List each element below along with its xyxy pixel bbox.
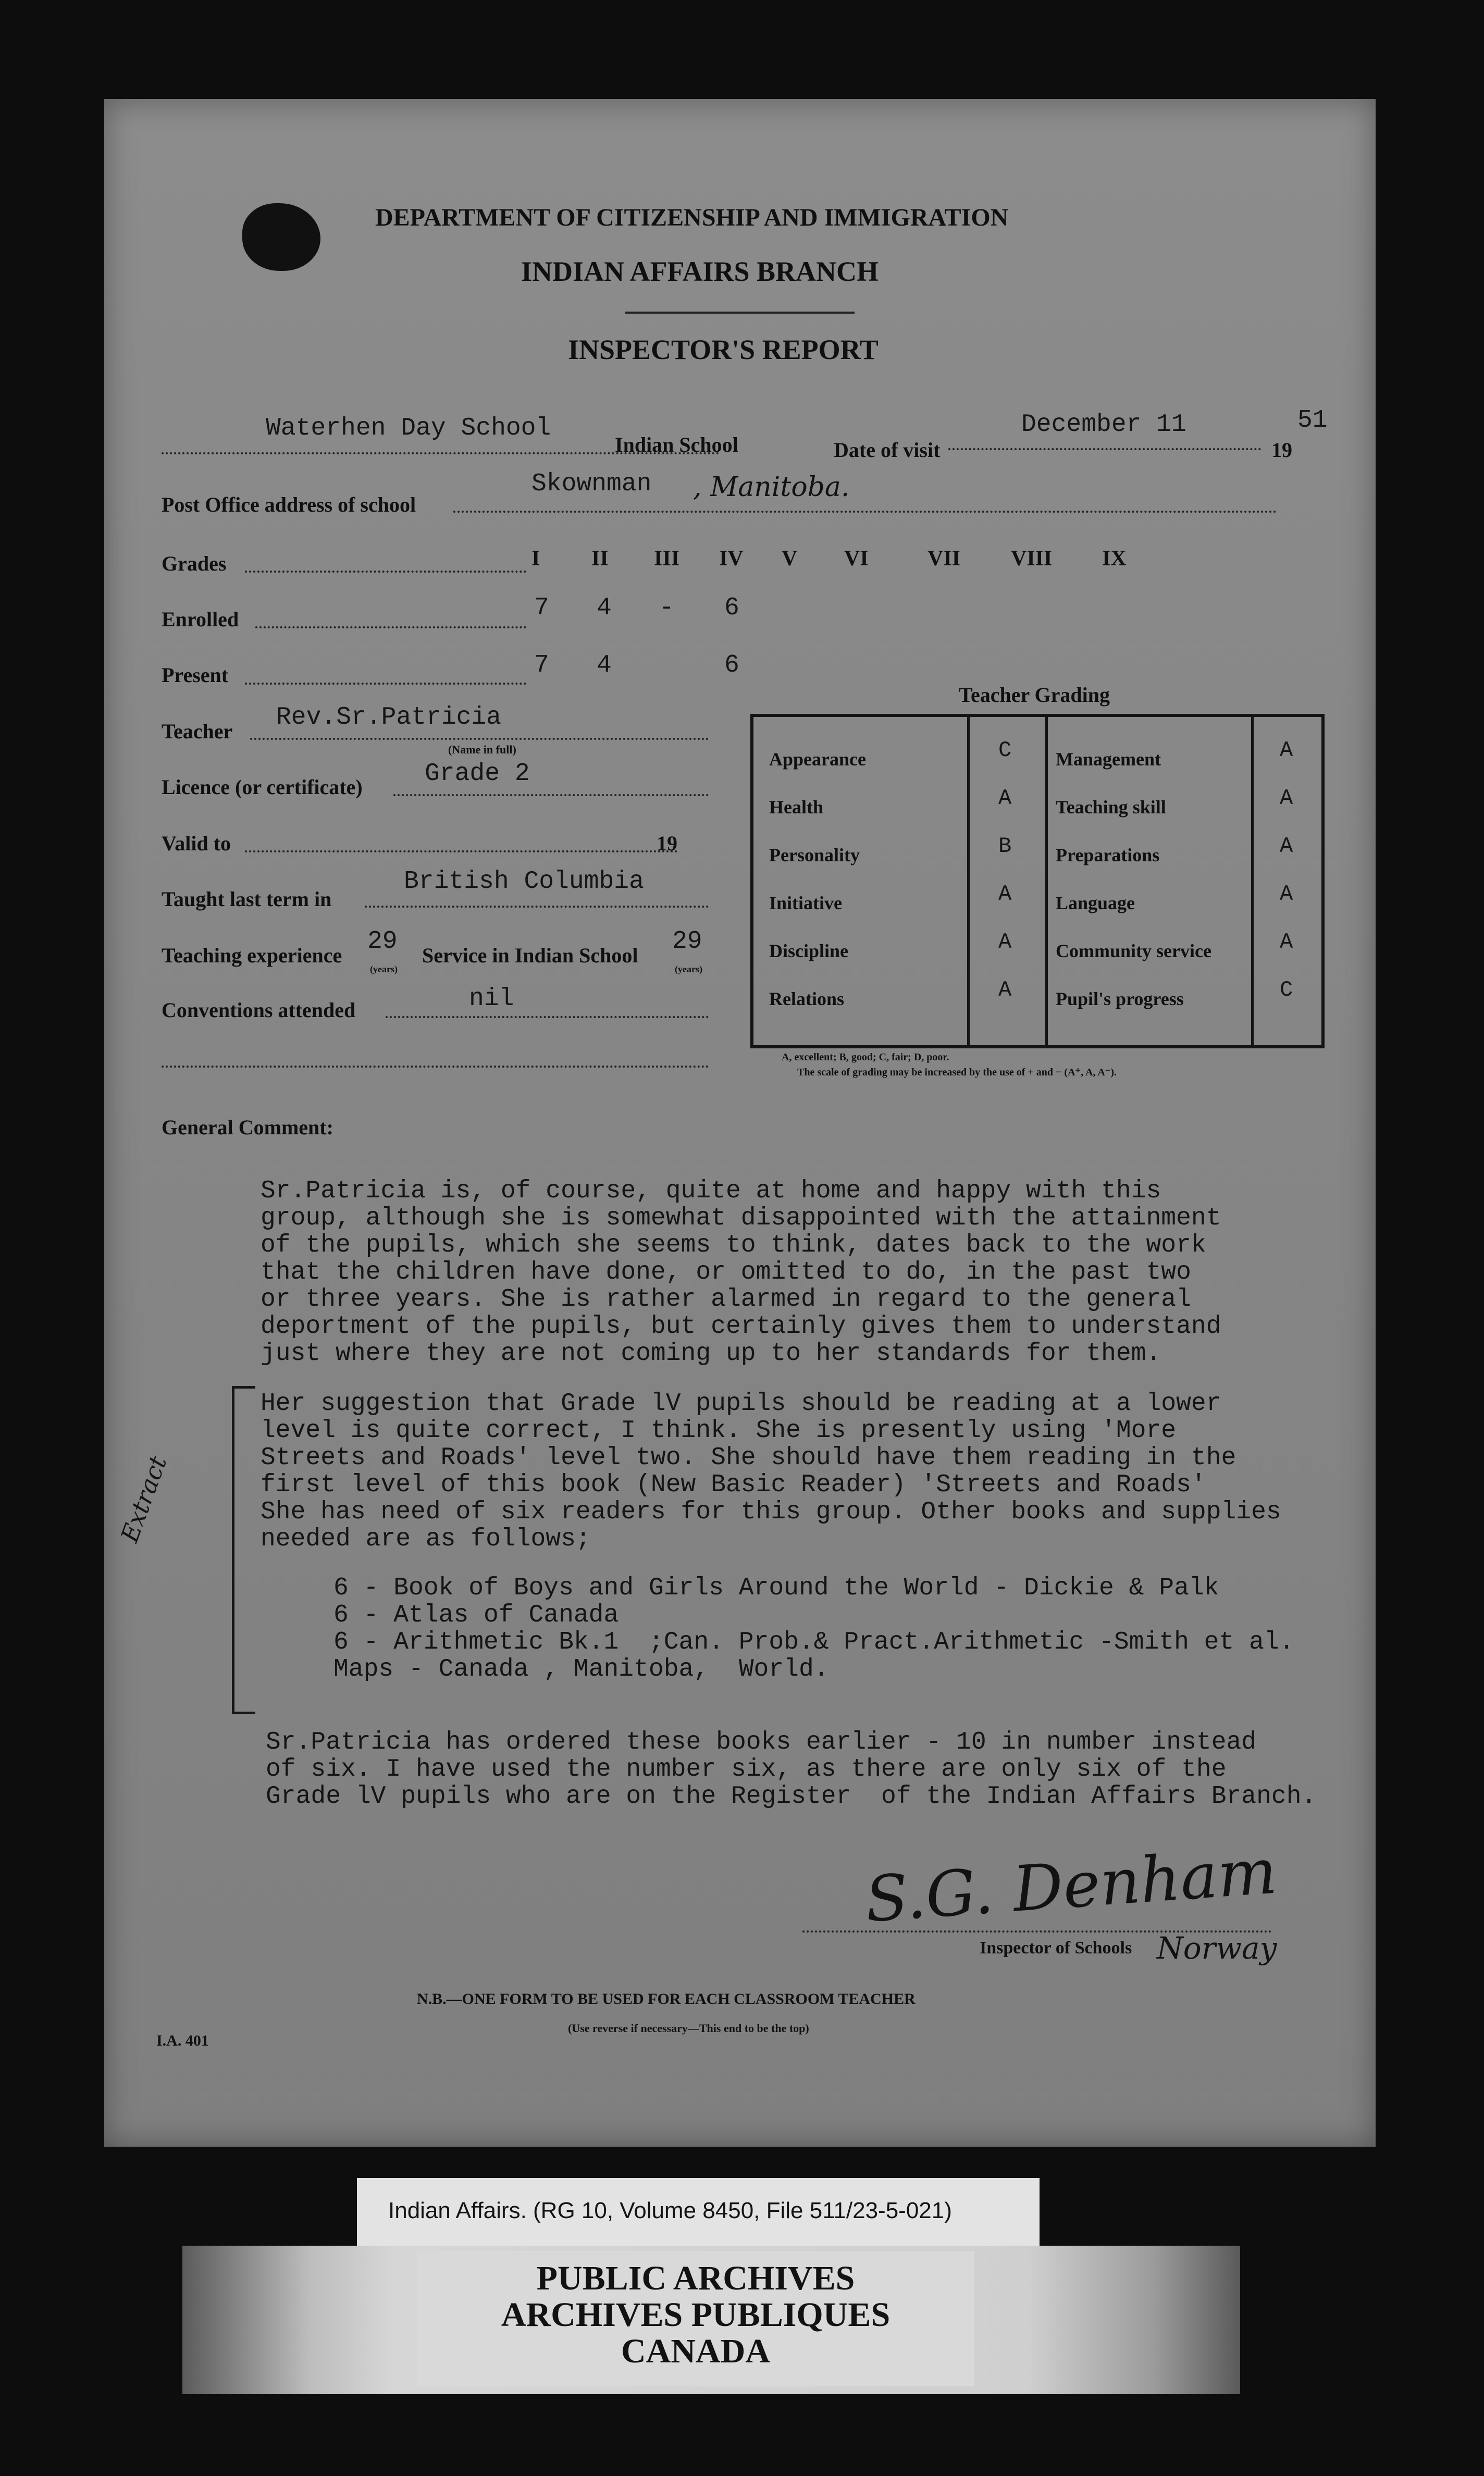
licence-value: Grade 2 xyxy=(425,760,530,788)
name-hint: (Name in full) xyxy=(448,743,516,756)
branch-title: INDIAN AFFAIRS BRANCH xyxy=(521,256,879,287)
comment-line: She has need of six readers for this group. Other books and supplies xyxy=(261,1498,1281,1526)
grading-label-language: Language xyxy=(1056,893,1135,913)
conventions-label: Conventions attended xyxy=(162,998,356,1022)
comment-line: just where they are not coming up to her standards for them. xyxy=(261,1340,1161,1368)
archive-line-1: PUBLIC ARCHIVES xyxy=(536,2259,855,2297)
grading-value-pupils-progress: C xyxy=(1280,977,1293,1002)
grading-value-language: A xyxy=(1280,882,1293,907)
service-years-hint: (years) xyxy=(675,964,702,974)
comment-line: that the children have done, or omitted to do, in the past two xyxy=(261,1258,1191,1286)
comment-line: deportment of the pupils, but certainly gives them to understand xyxy=(261,1313,1221,1341)
enrolled-grade-i: 7 xyxy=(534,594,549,622)
department-title: DEPARTMENT OF CITIZENSHIP AND IMMIGRATION xyxy=(375,204,1009,231)
enrolled-grade-iii: - xyxy=(659,594,674,622)
list-item: 6 - Atlas of Canada xyxy=(333,1601,619,1629)
teacher-label: Teacher xyxy=(162,720,233,743)
teacher-line xyxy=(250,738,709,740)
comment-line: of six. I have used the number six, as there are only six of the xyxy=(266,1755,1227,1784)
grid-divider xyxy=(1251,717,1254,1045)
taught-line xyxy=(365,906,709,908)
indian-school-label: Indian School xyxy=(615,433,738,456)
archive-line-2: ARCHIVES PUBLIQUES xyxy=(501,2296,891,2334)
post-office-label: Post Office address of school xyxy=(162,493,416,516)
present-grade-iv: 6 xyxy=(724,651,739,679)
conventions-line xyxy=(386,1016,709,1018)
grading-value-preparations: A xyxy=(1280,834,1293,859)
grade-numeral: VI xyxy=(844,547,869,571)
comment-line: needed are as follows; xyxy=(261,1525,591,1553)
present-line xyxy=(245,683,526,685)
inspector-place: Norway xyxy=(1157,1930,1277,1966)
grading-legend: A, excellent; B, good; C, fair; D, poor. xyxy=(782,1051,949,1063)
teacher-grading-title: Teacher Grading xyxy=(959,683,1110,707)
report-title: INSPECTOR'S REPORT xyxy=(568,334,879,365)
comment-line: or three years. She is rather alarmed in regard to the general xyxy=(261,1285,1191,1314)
enrolled-label: Enrolled xyxy=(162,608,239,631)
experience-label: Teaching experience xyxy=(162,944,342,967)
enrolled-grade-ii: 4 xyxy=(597,594,612,622)
archive-line-3: CANADA xyxy=(621,2332,770,2370)
grading-label-health: Health xyxy=(769,797,823,818)
enrolled-grade-iv: 6 xyxy=(724,594,739,622)
grading-label-discipline: Discipline xyxy=(769,940,849,961)
grading-label-relations: Relations xyxy=(769,988,844,1009)
experience-years: 29 xyxy=(367,927,398,956)
post-office-value: Skownman xyxy=(531,470,652,498)
valid-year-prefix: 19 xyxy=(657,832,677,855)
taught-label: Taught last term in xyxy=(162,887,332,911)
archive-stamp-inner xyxy=(417,2251,974,2386)
comment-line: Grade lV pupils who are on the Register of the Indian Affairs Branch. xyxy=(266,1782,1317,1811)
grading-label-pupils-progress: Pupil's progress xyxy=(1056,988,1184,1009)
comment-line: first level of this book (New Basic Reader) 'Streets and Roads' xyxy=(261,1471,1206,1499)
school-name: Waterhen Day School xyxy=(266,414,551,442)
grading-value-management: A xyxy=(1280,738,1293,763)
grade-numeral: VII xyxy=(928,547,961,571)
grading-value-initiative: A xyxy=(998,882,1012,907)
grade-numeral: I xyxy=(531,547,540,571)
date-of-visit-value: December 11 xyxy=(1021,411,1186,439)
comment-line: Sr.Patricia has ordered these books earlier - 10 in number instead xyxy=(266,1728,1257,1756)
grading-label-personality: Personality xyxy=(769,845,860,865)
teacher-grading-table xyxy=(750,714,1325,1048)
licence-line xyxy=(393,794,709,796)
archive-stamp xyxy=(182,2246,1240,2394)
comment-line: Her suggestion that Grade lV pupils should be reading at a lower xyxy=(261,1390,1221,1418)
grading-value-discipline: A xyxy=(998,930,1012,955)
teacher-name: Rev.Sr.Patricia xyxy=(276,703,502,732)
present-grade-i: 7 xyxy=(534,651,549,679)
service-years: 29 xyxy=(672,927,702,956)
date-of-visit-label: Date of visit xyxy=(834,438,941,462)
comment-line: Sr.Patricia is, of course, quite at home and happy with this xyxy=(261,1177,1161,1205)
grade-numeral: II xyxy=(591,547,609,571)
blank-line xyxy=(162,1066,709,1068)
grading-value-community-service: A xyxy=(1280,930,1293,955)
comment-line: group, although she is somewhat disappointed with the attainment xyxy=(261,1204,1221,1232)
present-grade-ii: 4 xyxy=(597,651,612,679)
margin-note-extract: Extract xyxy=(115,1452,172,1546)
grid-divider xyxy=(967,717,970,1045)
archive-reference-card xyxy=(357,2178,1040,2246)
grading-label-teaching-skill: Teaching skill xyxy=(1056,797,1166,818)
grading-value-teaching-skill: A xyxy=(1280,786,1293,811)
header-rule xyxy=(625,312,855,314)
taught-value: British Columbia xyxy=(404,868,644,896)
inspector-signature: S.G. Denham xyxy=(863,1835,1279,1937)
comment-line: level is quite correct, I think. She is presently using 'More xyxy=(261,1417,1177,1445)
grading-label-initiative: Initiative xyxy=(769,893,842,913)
grades-label: Grades xyxy=(162,552,227,575)
grade-numeral: VIII xyxy=(1011,547,1053,571)
comment-line: of the pupils, which she seems to think, dates back to the work xyxy=(261,1231,1206,1259)
grading-value-relations: A xyxy=(998,977,1012,1002)
report-form xyxy=(104,99,1376,2147)
punch-hole xyxy=(242,203,320,271)
inspector-label: Inspector of Schools xyxy=(980,1938,1132,1958)
enrolled-line xyxy=(255,626,526,628)
general-comment-label: General Comment: xyxy=(162,1116,333,1139)
comment-line: Streets and Roads' level two. She should have them reading in the xyxy=(261,1444,1236,1472)
experience-years-hint: (years) xyxy=(370,964,398,974)
valid-label: Valid to xyxy=(162,832,231,855)
grades-line xyxy=(245,571,526,573)
grading-label-appearance: Appearance xyxy=(769,749,866,770)
form-number: I.A. 401 xyxy=(156,2032,209,2049)
service-label: Service in Indian School xyxy=(422,944,638,967)
valid-line xyxy=(245,850,677,852)
list-item: Maps - Canada , Manitoba, World. xyxy=(333,1655,829,1683)
licence-label: Licence (or certificate) xyxy=(162,775,363,799)
grade-numeral: III xyxy=(654,547,680,571)
list-item: 6 - Arithmetic Bk.1 ;Can. Prob.& Pract.Arithmetic -Smith et al. xyxy=(333,1628,1294,1656)
nb-note: N.B.—ONE FORM TO BE USED FOR EACH CLASSROOM TEACHER xyxy=(417,1990,916,2008)
year-prefix: 19 xyxy=(1271,438,1292,462)
conventions-value: nil xyxy=(469,985,514,1013)
grading-value-personality: B xyxy=(998,834,1012,859)
post-office-handwritten: , Manitoba. xyxy=(693,472,850,503)
post-office-line xyxy=(453,511,1277,513)
reverse-note: (Use reverse if necessary—This end to be the top) xyxy=(568,2022,809,2035)
grading-scale-note: The scale of grading may be increased by the use of + and − (A⁺, A, A⁻). xyxy=(797,1067,1117,1078)
year-value: 51 xyxy=(1297,406,1328,435)
date-line xyxy=(948,448,1261,450)
grading-value-health: A xyxy=(998,786,1012,811)
grade-numeral: IX xyxy=(1102,547,1127,571)
grading-label-management: Management xyxy=(1056,749,1161,770)
grid-divider xyxy=(1045,717,1048,1045)
archive-reference: Indian Affairs. (RG 10, Volume 8450, File 511/23-5-021) xyxy=(388,2198,952,2223)
grading-label-preparations: Preparations xyxy=(1056,845,1160,865)
grading-label-community-service: Community service xyxy=(1056,940,1211,961)
grading-value-appearance: C xyxy=(998,738,1012,763)
grade-numeral: V xyxy=(782,547,798,571)
grade-numeral: IV xyxy=(719,547,744,571)
extract-bracket xyxy=(232,1386,255,1714)
present-label: Present xyxy=(162,663,229,687)
list-item: 6 - Book of Boys and Girls Around the World - Dickie & Palk xyxy=(333,1574,1219,1602)
